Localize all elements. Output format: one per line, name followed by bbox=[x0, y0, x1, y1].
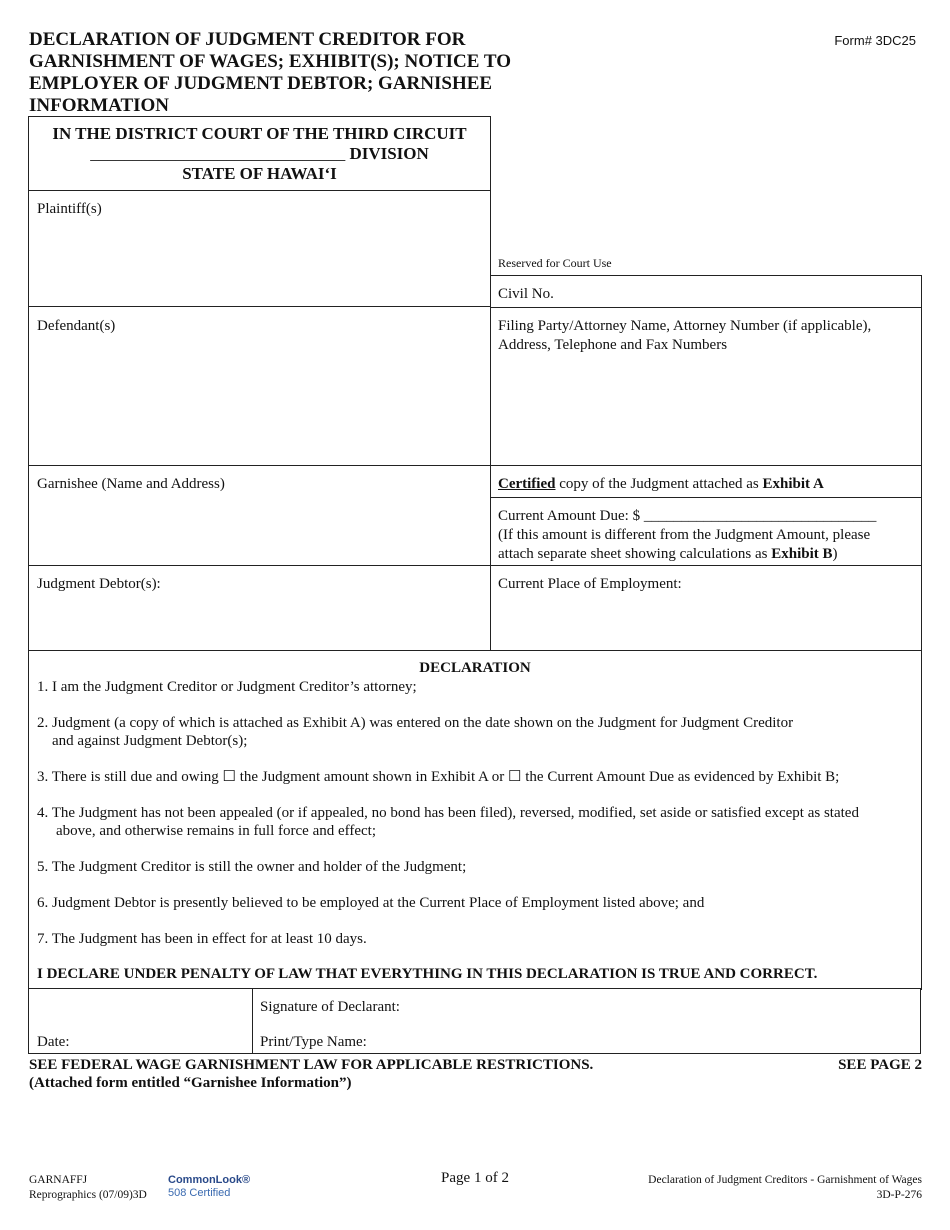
penalty-statement: I DECLARE UNDER PENALTY OF LAW THAT EVERYTHING IN THIS DECLARATION IS TRUE AND CORRECT. bbox=[37, 966, 818, 982]
declaration-item-5: 5. The Judgment Creditor is still the owner and holder of the Judgment; bbox=[37, 859, 467, 875]
print-name-label: Print/Type Name: bbox=[260, 1034, 367, 1050]
court-state: STATE OF HAWAI‘I bbox=[182, 164, 337, 183]
page-number: Page 1 of 2 bbox=[441, 1170, 509, 1186]
declaration-item-2 bbox=[37, 714, 793, 750]
filing-party-line: Address, Telephone and Fax Numbers bbox=[498, 337, 728, 353]
date-label: Date: bbox=[37, 1034, 70, 1050]
garnishee-field[interactable] bbox=[30, 496, 488, 562]
court-name: IN THE DISTRICT COURT OF THE THIRD CIRCUIT bbox=[52, 124, 467, 143]
attached-form-note: (Attached form entitled “Garnishee Information”) bbox=[29, 1075, 352, 1091]
form-code: GARNAFFJ bbox=[29, 1174, 88, 1186]
employment-field[interactable] bbox=[492, 596, 918, 648]
court-caption bbox=[28, 124, 491, 184]
division-label: DIVISION bbox=[349, 144, 429, 163]
filing-party-label bbox=[498, 317, 908, 355]
grid-line bbox=[920, 988, 921, 1054]
judgment-debtors-field[interactable] bbox=[30, 596, 488, 648]
civil-no-label: Civil No. bbox=[498, 286, 554, 302]
grid-line bbox=[252, 988, 253, 1054]
doc-number: 3D-P-276 bbox=[876, 1189, 922, 1201]
defendants-label: Defendant(s) bbox=[37, 318, 116, 334]
grid-line bbox=[28, 565, 922, 566]
declaration-item-4-line: 4. The Judgment has not been appealed (or if appealed, no bond has been filed), reversed, modified, set aside or satisfied except as stated bbox=[37, 805, 859, 821]
judgment-debtors-label: Judgment Debtor(s): bbox=[37, 576, 161, 592]
amount-due-block bbox=[498, 507, 918, 564]
form-number: Form# 3DC25 bbox=[834, 33, 916, 48]
see-page-2: SEE PAGE 2 bbox=[838, 1057, 922, 1073]
federal-law-notice: SEE FEDERAL WAGE GARNISHMENT LAW FOR APPLICABLE RESTRICTIONS. bbox=[29, 1057, 594, 1073]
certified-exhibit: Exhibit A bbox=[762, 476, 824, 492]
garnishee-label: Garnishee (Name and Address) bbox=[37, 476, 225, 492]
division-blank[interactable]: ______________________________ bbox=[90, 144, 346, 163]
reserved-label: Reserved for Court Use bbox=[498, 256, 612, 270]
declaration-heading: DECLARATION bbox=[419, 660, 531, 676]
declaration-item-2-line: and against Judgment Debtor(s); bbox=[52, 733, 248, 749]
form-title-line: EMPLOYER OF JUDGMENT DEBTOR; GARNISHEE bbox=[29, 73, 493, 94]
amount-due-label: Current Amount Due: $ bbox=[498, 508, 641, 524]
grid-line bbox=[490, 307, 922, 308]
grid-line bbox=[28, 988, 29, 1054]
grid-line bbox=[490, 190, 491, 651]
form-title-line: INFORMATION bbox=[29, 95, 170, 116]
amount-note-exhibit: Exhibit B bbox=[771, 546, 833, 562]
grid-line bbox=[490, 497, 922, 498]
grid-line bbox=[921, 275, 922, 990]
division-line bbox=[28, 144, 491, 164]
grid-line bbox=[490, 275, 922, 276]
declaration-item-6: 6. Judgment Debtor is presently believed to be employed at the Current Place of Employment listed above; and bbox=[37, 895, 705, 911]
commonlook-name: CommonLook® bbox=[168, 1174, 251, 1186]
plaintiffs-label: Plaintiff(s) bbox=[37, 201, 102, 217]
signature-field[interactable] bbox=[420, 992, 916, 1018]
grid-line bbox=[28, 306, 491, 307]
declaration-item-1: 1. I am the Judgment Creditor or Judgment Creditor’s attorney; bbox=[37, 679, 417, 695]
declaration-item-7: 7. The Judgment has been in effect for at least 10 days. bbox=[37, 931, 367, 947]
amount-due-input[interactable]: _______________________________ bbox=[643, 508, 877, 524]
grid-line bbox=[28, 650, 922, 651]
filing-party-line: Filing Party/Attorney Name, Attorney Number (if applicable), bbox=[498, 318, 872, 334]
declaration-item-4 bbox=[37, 804, 859, 840]
reprographics: Reprographics (07/09)3D bbox=[29, 1189, 147, 1201]
grid-line bbox=[28, 988, 922, 989]
plaintiffs-field[interactable] bbox=[30, 220, 488, 304]
defendants-field[interactable] bbox=[30, 338, 488, 463]
declaration-item-4-line: above, and otherwise remains in full force and effect; bbox=[56, 823, 377, 839]
commonlook-certified: 508 Certified bbox=[168, 1187, 231, 1199]
amount-note-text: attach separate sheet showing calculations as bbox=[498, 546, 772, 562]
amount-due-line bbox=[498, 507, 918, 526]
declaration-item-3[interactable]: 3. There is still due and owing ☐ the Judgment amount shown in Exhibit A or ☐ the Current Amount Due as evidenced by Exhibit B; bbox=[37, 769, 840, 785]
form-title-line: GARNISHMENT OF WAGES; EXHIBIT(S); NOTICE TO bbox=[29, 51, 511, 72]
amount-note-line: (If this amount is different from the Judgment Amount, please bbox=[498, 527, 871, 543]
certified-copy-note bbox=[498, 475, 824, 494]
form-title bbox=[29, 29, 529, 117]
declaration-item-2-line: 2. Judgment (a copy of which is attached as Exhibit A) was entered on the date shown on the Judgment for Judgment Creditor bbox=[37, 715, 794, 731]
date-field[interactable] bbox=[30, 990, 250, 1051]
grid-line bbox=[28, 190, 29, 990]
amount-note-close: ) bbox=[832, 546, 838, 562]
grid-line bbox=[28, 465, 922, 466]
employment-label: Current Place of Employment: bbox=[498, 576, 682, 592]
signature-label: Signature of Declarant: bbox=[260, 999, 400, 1015]
certified-word: Certified bbox=[498, 476, 556, 492]
print-name-field[interactable] bbox=[380, 1028, 916, 1052]
certified-mid: copy of the Judgment attached as bbox=[555, 476, 763, 492]
form-title-line: DECLARATION OF JUDGMENT CREDITOR FOR bbox=[29, 29, 466, 50]
amount-note-line bbox=[498, 545, 918, 564]
grid-line bbox=[28, 1053, 921, 1054]
footer-right bbox=[648, 1173, 922, 1203]
doc-title: Declaration of Judgment Creditors - Garnishment of Wages bbox=[648, 1174, 922, 1186]
